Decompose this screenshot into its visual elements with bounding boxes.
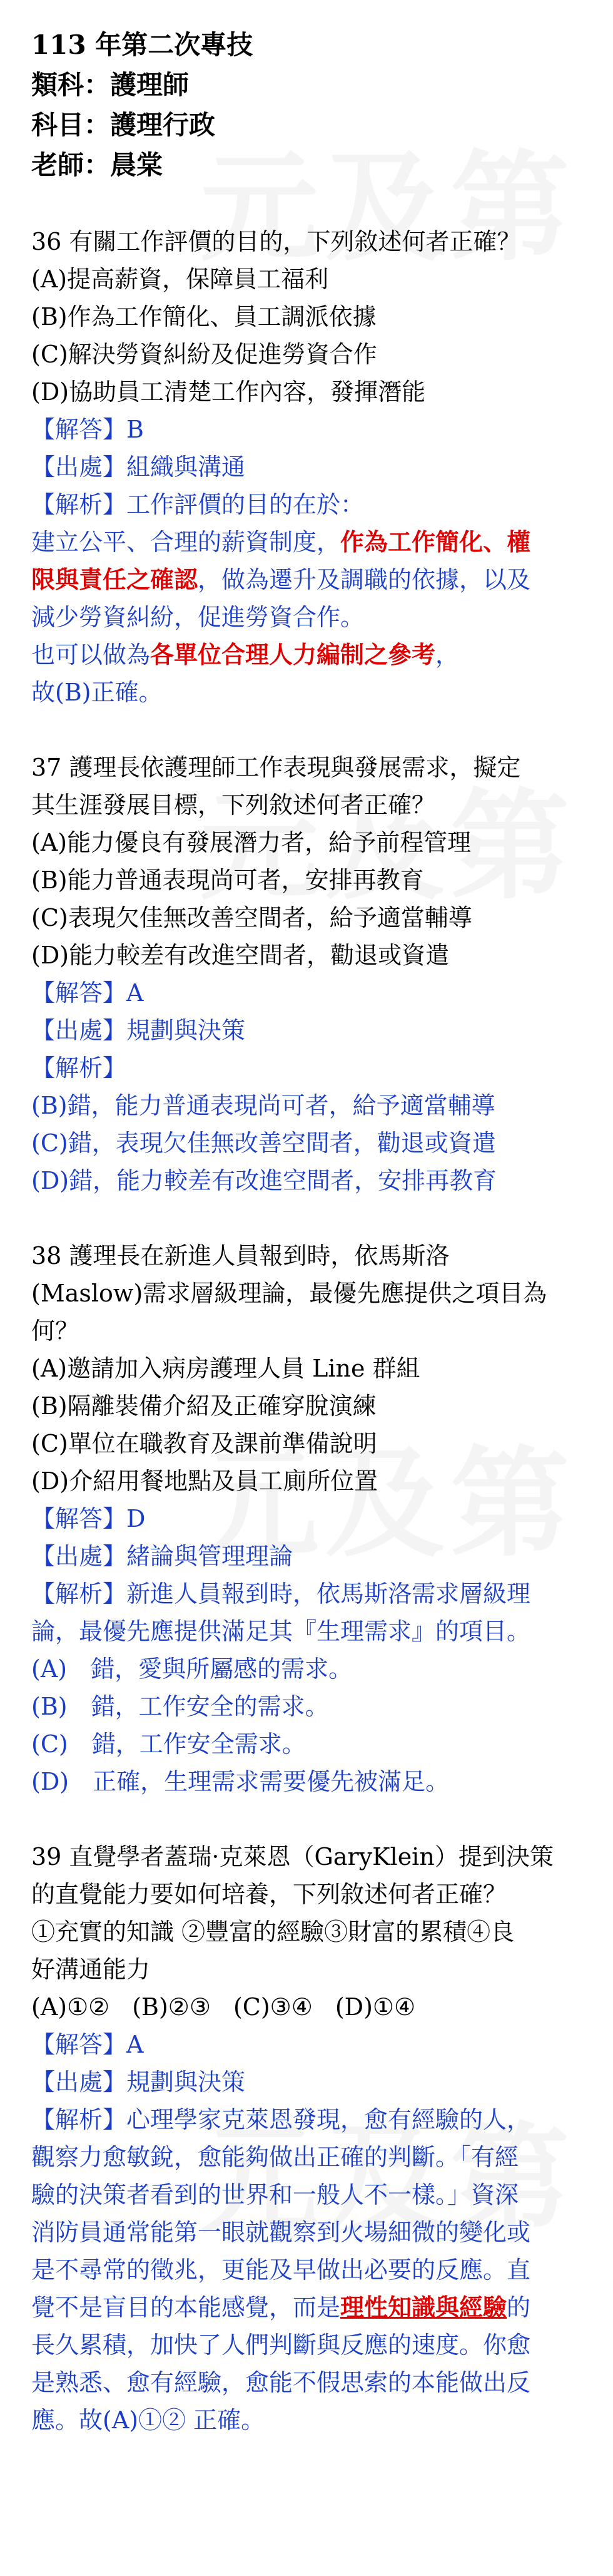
exam-subject: 科目：護理行政: [31, 110, 216, 140]
question-stem: 的直覺能力要如何培養，下列敘述何者正確？: [31, 1881, 507, 1908]
question-stem: 37 護理長依護理師工作表現與發展需求，擬定: [31, 754, 521, 781]
answer-label: 【解答】A: [31, 2031, 144, 2058]
analysis-text: 【解析】新進人員報到時，依馬斯洛需求層級理: [31, 1580, 531, 1608]
source-label: 【出處】組織與溝通: [31, 453, 246, 481]
analysis-text: 應。故(A)①② 正確。: [31, 2406, 265, 2434]
explanation-a: (A) 錯，愛與所屬感的需求。: [31, 1655, 353, 1683]
document-content: [31, 25, 594, 2439]
exam-teacher: 老師：晨棠: [31, 150, 163, 180]
option-d: (D)能力較差有改進空間者，勸退或資遣: [31, 942, 450, 969]
analysis-segment: 也可以做為: [31, 641, 151, 669]
source-label: 【出處】規劃與決策: [31, 2068, 246, 2096]
option-b: (B)隔離裝備介紹及正確穿脫演練: [31, 1392, 377, 1420]
analysis-highlight: 限與責任之確認: [31, 565, 198, 593]
option-a: (A)①②: [31, 1993, 110, 2021]
analysis-highlight: 理性知識與經驗: [340, 2293, 507, 2321]
question-stem: ①充實的知識 ②豐富的經驗③財富的累積④良: [31, 1918, 515, 1946]
option-b: (B)②③: [132, 1993, 211, 2021]
answer-label: 【解答】A: [31, 979, 144, 1007]
question-stem: 其生涯發展目標，下列敘述何者正確？: [31, 791, 436, 819]
analysis-segment: ，: [435, 641, 460, 669]
source-label: 【出處】規劃與決策: [31, 1017, 246, 1044]
question-stem: 38 護理長在新進人員報到時，依馬斯洛: [31, 1242, 450, 1270]
question-39: [31, 1838, 594, 2439]
option-a: (A)邀請加入病房護理人員 Line 群組: [31, 1355, 420, 1382]
option-b: (B)作為工作簡化、員工調派依據: [31, 303, 377, 331]
analysis-text: [31, 523, 594, 561]
answer-label: 【解答】D: [31, 1505, 146, 1532]
question-stem: 39 直覺學者蓋瑞·克萊恩（GaryKlein）提到決策: [31, 1843, 554, 1870]
option-a: (A)提高薪資，保障員工福利: [31, 265, 329, 293]
explanation-b: (B) 錯，工作安全的需求。: [31, 1693, 329, 1720]
analysis-text: [31, 2289, 594, 2326]
analysis-text: 是不尋常的徵兆，更能及早做出必要的反應。直: [31, 2256, 531, 2284]
analysis-label: 【解析】: [31, 1054, 127, 1082]
options-row: [31, 1988, 594, 2026]
question-stem: 何？: [31, 1317, 79, 1345]
explanation-d: (D) 正確，生理需求需要優先被滿足。: [31, 1768, 450, 1795]
question-38: [31, 1237, 594, 1800]
option-b: (B)能力普通表現尚可者，安排再教育: [31, 866, 424, 894]
analysis-text: 【解析】心理學家克萊恩發現，愈有經驗的人，: [31, 2106, 531, 2133]
analysis-conclusion: 故(B)正確。: [31, 679, 163, 706]
question-stem: (Maslow)需求層級理論，最優先應提供之項目為: [31, 1280, 547, 1307]
analysis-segment: 的: [507, 2294, 531, 2321]
question-stem: 好溝通能力: [31, 1956, 151, 1983]
option-d: (D)協助員工清楚工作內容，發揮潛能: [31, 378, 426, 406]
question-36: [31, 223, 594, 711]
explanation-d: (D)錯，能力較差有改進空間者，安排再教育: [31, 1167, 497, 1194]
analysis-text: 是熟悉、愈有經驗，愈能不假思索的本能做出反: [31, 2369, 531, 2396]
analysis-text: 觀察力愈敏銳，愈能夠做出正確的判斷。「有經: [31, 2143, 519, 2171]
analysis-segment: 建立公平、合理的薪資制度，: [31, 528, 341, 556]
source-label: 【出處】緒論與管理理論: [31, 1542, 293, 1570]
analysis-text: 論，最優先應提供滿足其『生理需求』的項目。: [31, 1618, 531, 1645]
option-c: (C)③④: [233, 1993, 313, 2021]
question-stem: 36 有關工作評價的目的，下列敘述何者正確？: [31, 228, 521, 255]
analysis-text: 消防員通常能第一眼就觀察到火場細微的變化或: [31, 2219, 531, 2246]
answer-label: 【解答】B: [31, 416, 144, 443]
analysis-text: [31, 561, 594, 598]
analysis-segment: ，做為遷升及調職的依據，以及: [198, 566, 531, 593]
question-37: [31, 749, 594, 1199]
exam-category: 類科：護理師: [31, 69, 190, 100]
option-c: (C)單位在職教育及課前準備說明: [31, 1430, 377, 1457]
analysis-text: 長久累積，加快了人們判斷與反應的速度。你愈: [31, 2331, 531, 2359]
analysis-text: [31, 636, 594, 674]
exam-title: 113 年第二次專技: [31, 29, 253, 60]
analysis-text: 減少勞資糾紛，促進勞資合作。: [31, 603, 365, 631]
option-a: (A)能力優良有發展潛力者，給予前程管理: [31, 829, 472, 856]
analysis-segment: 覺不是盲目的本能感覺，而是: [31, 2294, 341, 2321]
analysis-text: 驗的決策者看到的世界和一般人不一樣。」資深: [31, 2181, 519, 2209]
explanation-b: (B)錯，能力普通表現尚可者，給予適當輔導: [31, 1092, 495, 1119]
analysis-highlight: 作為工作簡化、權: [340, 528, 531, 556]
explanation-c: (C)錯，表現欠佳無改善空間者，勸退或資遣: [31, 1129, 496, 1157]
option-d: (D)①④: [335, 1993, 416, 2021]
option-c: (C)表現欠佳無改善空間者，給予適當輔導: [31, 904, 472, 931]
analysis-highlight: 各單位合理人力編制之參考: [150, 640, 436, 669]
option-c: (C)解決勞資糾紛及促進勞資合作: [31, 341, 377, 368]
analysis-label: 【解析】工作評價的目的在於：: [31, 491, 365, 518]
option-d: (D)介紹用餐地點及員工廁所位置: [31, 1467, 378, 1495]
explanation-c: (C) 錯，工作安全需求。: [31, 1730, 306, 1758]
